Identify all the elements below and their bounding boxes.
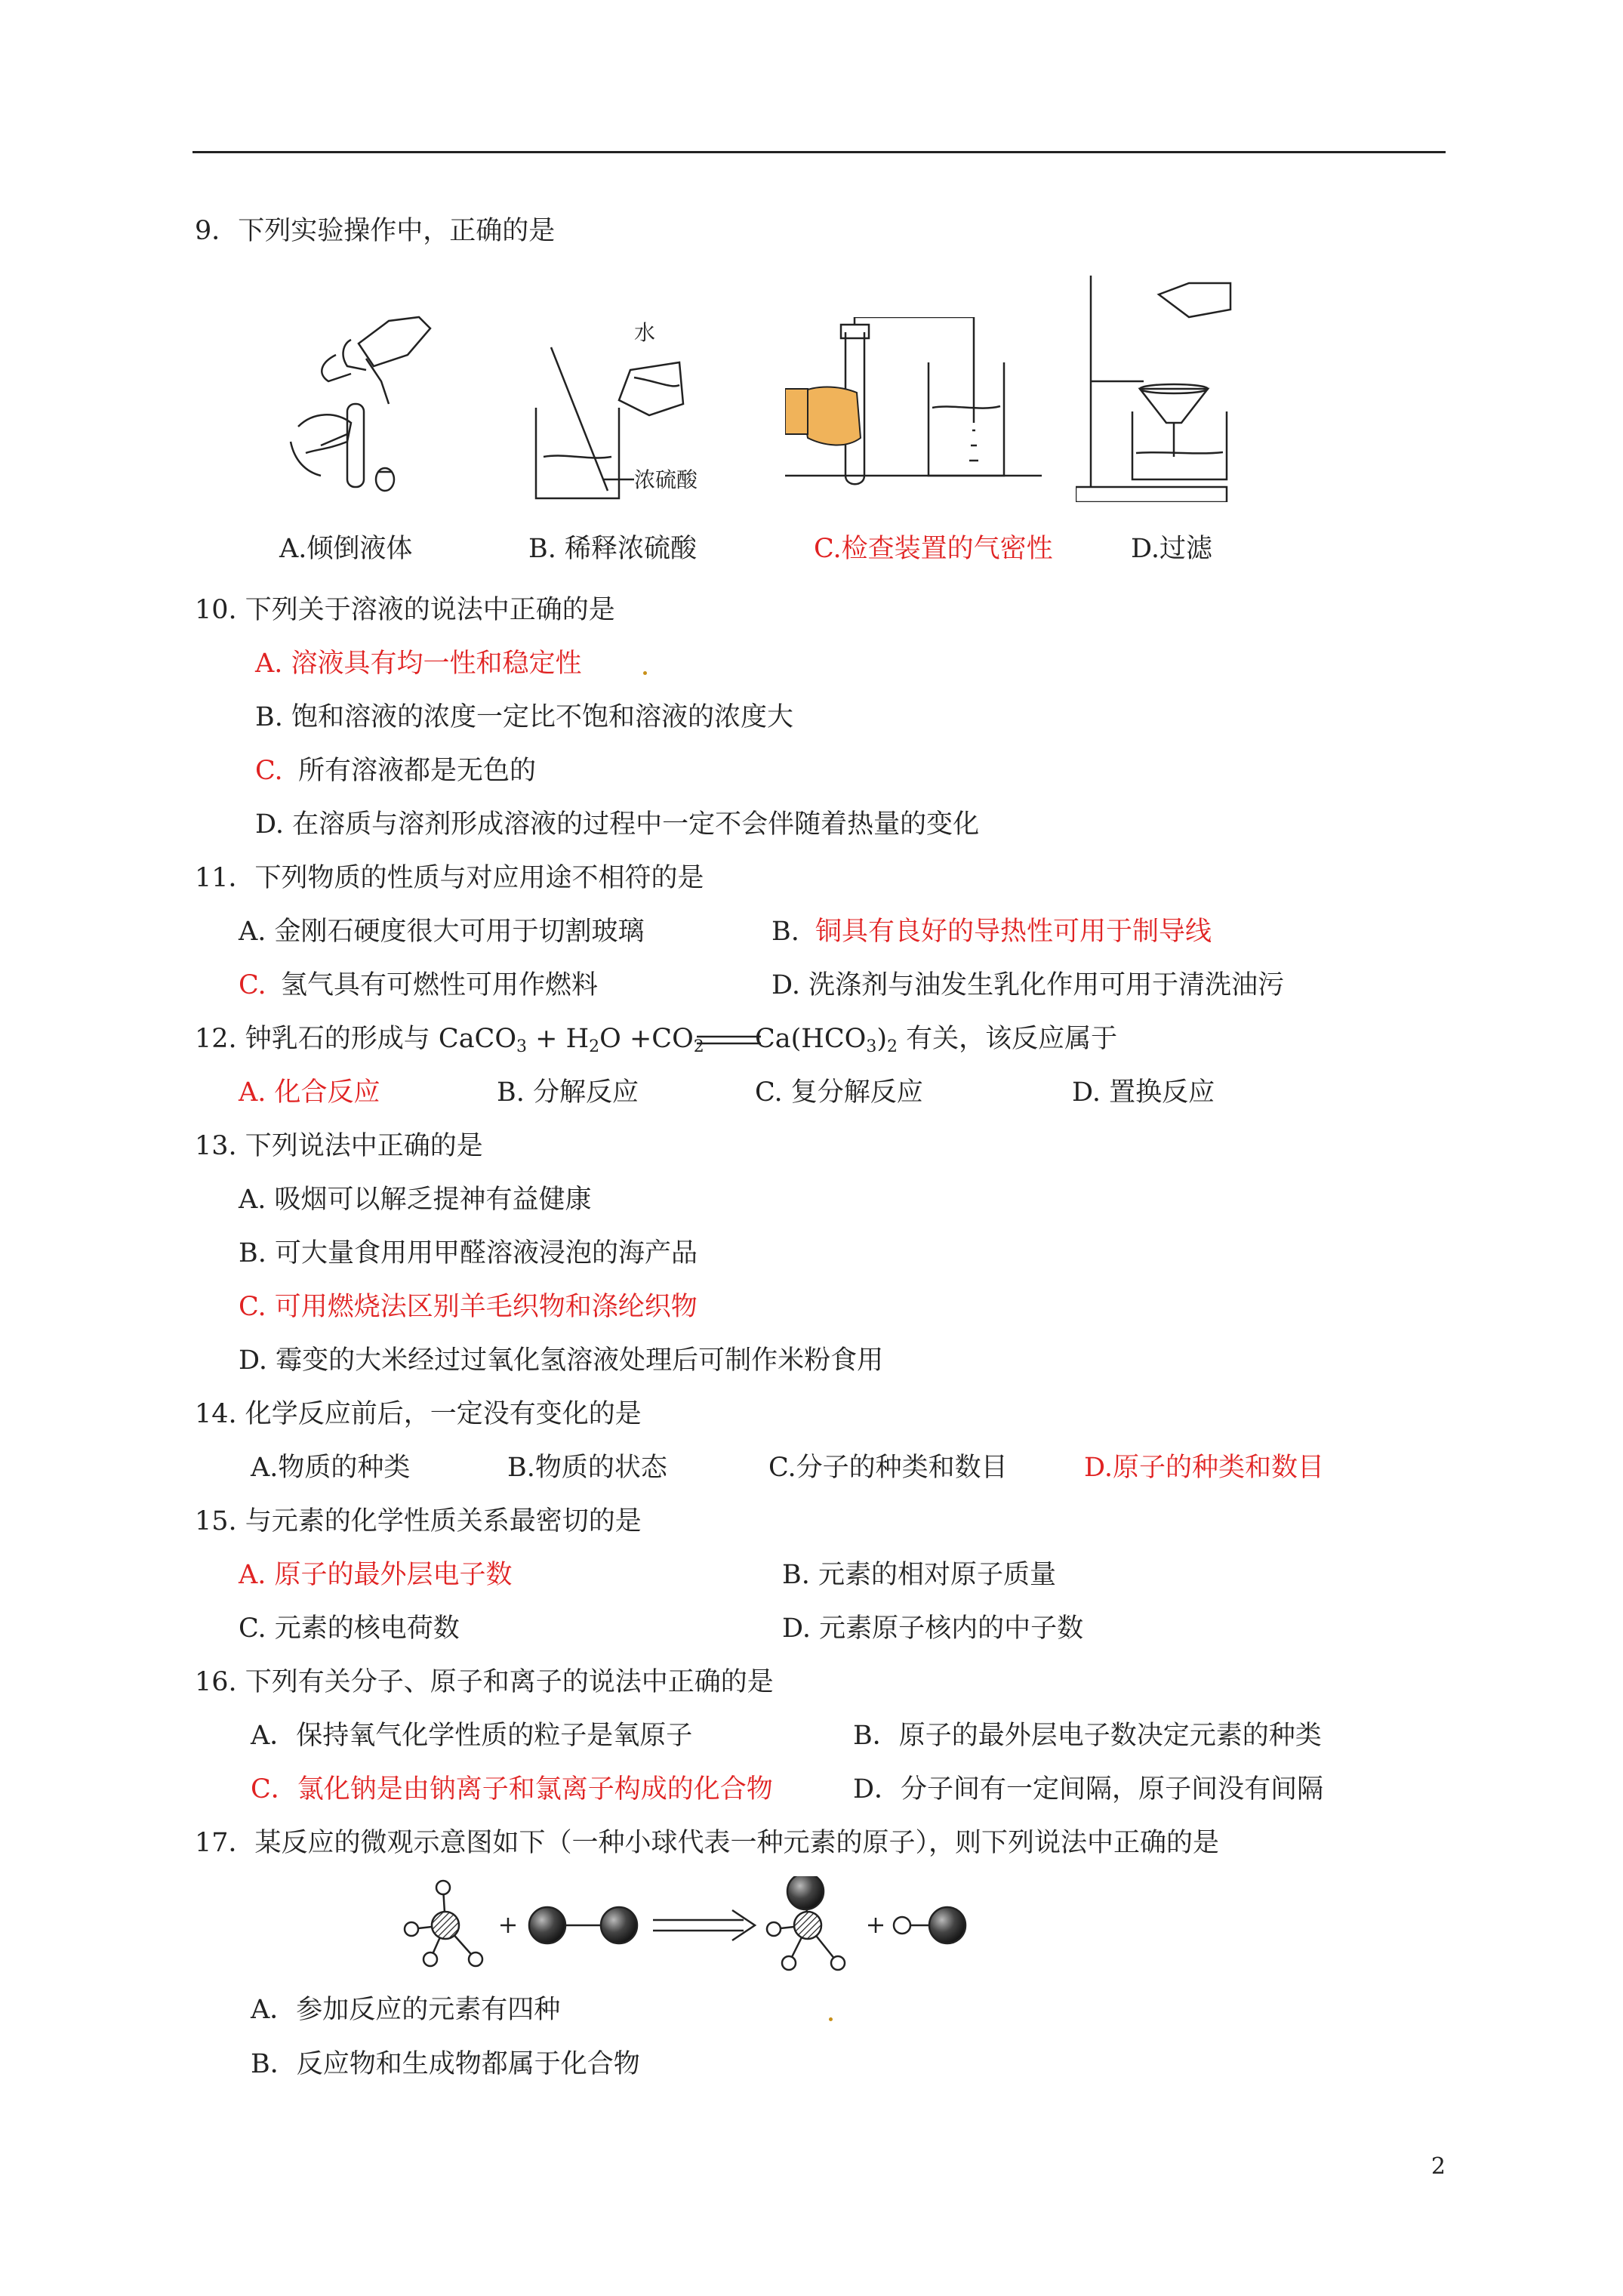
- figure-b-water-label: 水: [634, 320, 656, 345]
- reaction-micro-diagram: [389, 1876, 1030, 1978]
- q10-option-c-letter: C.: [255, 756, 283, 786]
- q12-option-c: C. 复分解反应: [755, 1077, 923, 1108]
- figure-a-pouring: [276, 298, 457, 502]
- q10-stem: 10. 下列关于溶液的说法中正确的是: [195, 595, 615, 625]
- q11-option-c: 氢气具有可燃性可用作燃料: [281, 970, 599, 1000]
- q17-option-b: B．反应物和生成物都属于化合物: [251, 2049, 640, 2079]
- figure-b-acid-label: 浓硫酸: [634, 467, 698, 492]
- q9-option-c: C.检查装置的气密性: [814, 534, 1053, 564]
- q13-option-b: B. 可大量食用用甲醛溶液浸泡的海产品: [239, 1238, 698, 1268]
- q15-option-a: A. 原子的最外层电子数: [239, 1560, 513, 1590]
- q12-stem: 12. 钟乳石的形成与 CaCO$_3$ + $H_2O +CO_2$: [195, 1024, 704, 1056]
- q15-option-d: D. 元素原子核内的中子数: [782, 1613, 1084, 1644]
- q15-option-b: B. 元素的相对原子质量: [782, 1560, 1056, 1590]
- q16-option-a: A．保持氧气化学性质的粒子是氧原子: [251, 1721, 693, 1751]
- q9-option-b: B. 稀释浓硫酸: [528, 534, 697, 564]
- q9-stem: 9．下列实验操作中，正确的是: [195, 216, 556, 246]
- q11-option-c-letter: C.: [239, 970, 266, 1000]
- q13-option-d: D. 霉变的大米经过过氧化氢溶液处理后可制作米粉食用: [239, 1345, 884, 1376]
- q16-option-c: C．氯化钠是由钠离子和氯离子构成的化合物: [251, 1774, 773, 1804]
- q10-option-b: B. 饱和溶液的浓度一定比不饱和溶液的浓度大: [255, 702, 793, 732]
- q16-option-b: B．原子的最外层电子数决定元素的种类: [853, 1721, 1322, 1751]
- q17-stem: 17．某反应的微观示意图如下（一种小球代表一种元素的原子），则下列说法中正确的是: [195, 1828, 1220, 1858]
- figure-b-diluting: [521, 317, 770, 506]
- q13-stem: 13. 下列说法中正确的是: [195, 1131, 483, 1161]
- q9-option-a: A.倾倒液体: [279, 534, 413, 564]
- q13-option-a: A. 吸烟可以解乏提神有益健康: [239, 1185, 592, 1215]
- q14-option-c: C.分子的种类和数目: [768, 1453, 1008, 1483]
- q9-option-d: D.过滤: [1131, 534, 1212, 564]
- decorative-dot: [643, 671, 647, 675]
- q17-option-a: A．参加反应的元素有四种: [251, 1995, 561, 2025]
- q14-option-d: D.原子的种类和数目: [1084, 1453, 1324, 1483]
- figure-c-airtight: [785, 317, 1042, 506]
- q11-option-b: 铜具有良好的导热性可用于制导线: [815, 917, 1212, 947]
- header-rule: [192, 151, 1446, 153]
- q11-option-d: D. 洗涤剂与油发生乳化作用可用于清洗油污: [771, 970, 1285, 1000]
- q14-stem: 14. 化学反应前后，一定没有变化的是: [195, 1399, 642, 1429]
- q10-option-a: A. 溶液具有均一性和稳定性: [255, 649, 582, 679]
- equation-equals-sign: [697, 1033, 761, 1048]
- q14-option-a: A.物质的种类: [251, 1453, 411, 1483]
- q11-option-a: A. 金刚石硬度很大可用于切割玻璃: [239, 917, 645, 947]
- figure-d-filtration: [1076, 260, 1295, 502]
- q15-stem: 15. 与元素的化学性质关系最密切的是: [195, 1506, 642, 1536]
- page-number: 2: [1431, 2153, 1446, 2180]
- q13-option-c: C. 可用燃烧法区别羊毛织物和涤纶织物: [239, 1292, 698, 1322]
- q12-option-b: B. 分解反应: [497, 1077, 639, 1108]
- q16-option-d: D．分子间有一定间隔，原子间没有间隔: [853, 1774, 1324, 1804]
- q16-stem: 16. 下列有关分子、原子和离子的说法中正确的是: [195, 1667, 774, 1697]
- q10-option-c: 所有溶液都是无色的: [298, 756, 537, 786]
- q15-option-c: C. 元素的核电荷数: [239, 1613, 460, 1644]
- q11-option-b-letter: B.: [771, 917, 799, 947]
- q10-option-d: D. 在溶质与溶剂形成溶液的过程中一定不会伴随着热量的变化: [255, 809, 980, 840]
- q12-product: $Ca(HCO_3)_2$ 有关，该反应属于: [755, 1024, 1118, 1056]
- q12-option-a: A. 化合反应: [239, 1077, 380, 1108]
- decorative-dot: [829, 2017, 833, 2021]
- q14-option-b: B.物质的状态: [507, 1453, 667, 1483]
- q12-option-d: D. 置换反应: [1072, 1077, 1215, 1108]
- q11-stem: 11．下列物质的性质与对应用途不相符的是: [195, 863, 704, 893]
